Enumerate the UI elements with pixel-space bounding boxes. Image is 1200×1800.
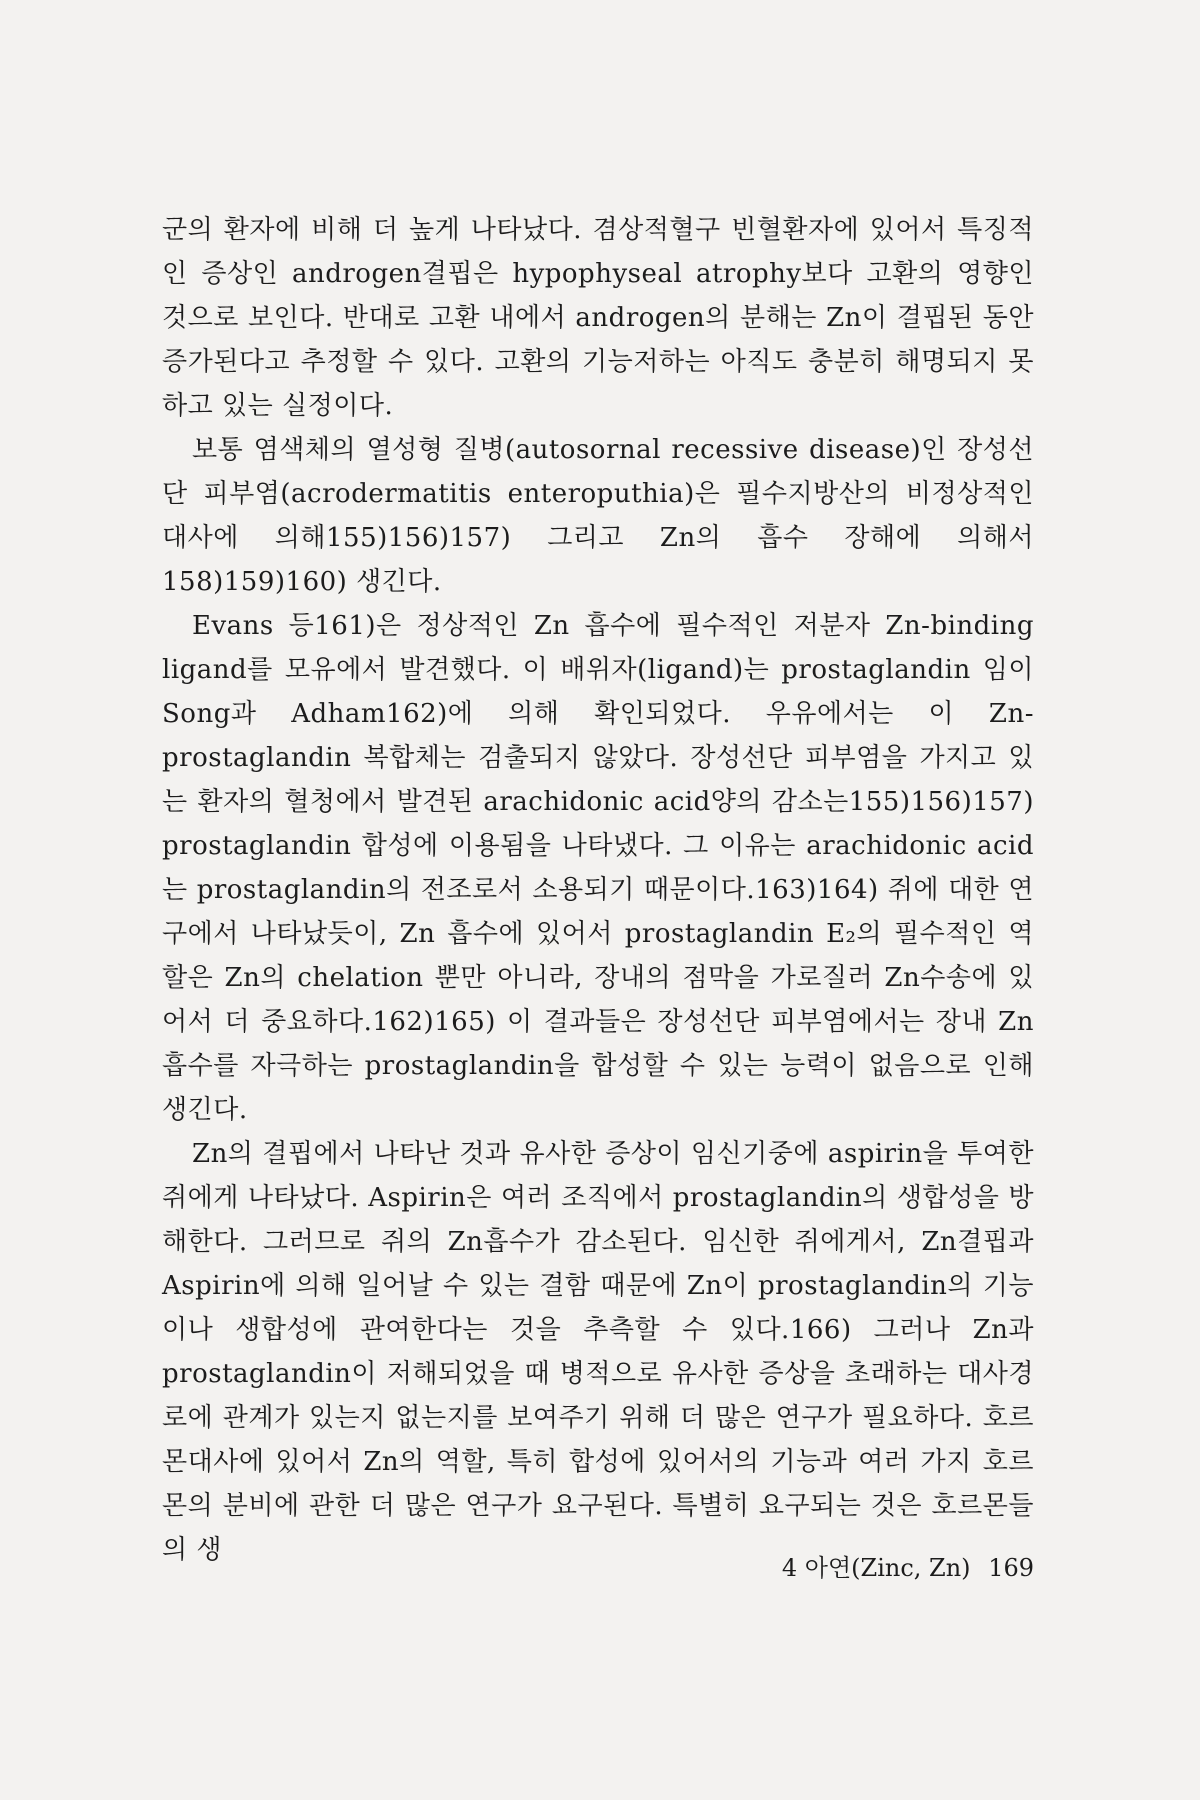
paragraph: Zn의 결핍에서 나타난 것과 유사한 증상이 임신기중에 aspirin을 투여한 쥐에게 나타났다. Aspirin은 여러 조직에서 prostaglandin의 생합성을 방해한다. 그러므로 쥐의 Zn흡수가 감소된다. 임신한 쥐에게서, Zn결핍과 Aspirin에 의해 일어날 수 있는 결함 때문에 Zn이 prostaglandin의 기능이나 생합성에 관여한다는 것을 추측할 수 있다.166) 그러나 Zn과 prostaglandin이 저해되었을 때 병적으로 유사한 증상을 초래하는 대사경로에 관계가 있는지 없는지를 보여주기 위해 더 많은 연구가 필요하다. 호르몬대사에 있어서 Zn의 역할, 특히 합성에 있어서의 기능과 여러 가지 호르몬의 분비에 관한 더 많은 연구가 요구된다. 특별히 요구되는 것은 호르몬들의 생 bbox=[162, 1139, 1034, 1565]
paragraph: Evans 등161)은 정상적인 Zn 흡수에 필수적인 저분자 Zn-binding ligand를 모유에서 발견했다. 이 배위자(ligand)는 prostaglandin 임이 Song과 Adham162)에 의해 확인되었다. 우유에서는 이 Zn-prostaglandin 복합체는 검출되지 않았다. 장성선단 피부염을 가지고 있는 환자의 혈청에서 발견된 arachidonic acid양의 감소는155)156)157) prostaglandin 합성에 이용됨을 나타냈다. 그 이유는 arachidonic acid는 prostaglandin의 전조로서 소용되기 때문이다.163)164) 쥐에 대한 연구에서 나타났듯이, Zn 흡수에 있어서 prostaglandin E₂의 필수적인 역할은 Zn의 chelation 뿐만 아니라, 장내의 점막을 가로질러 Zn수송에 있어서 더 중요하다.162)165) 이 결과들은 장성선단 피부염에서는 장내 Zn 흡수를 자극하는 prostaglandin을 합성할 수 있는 능력이 없음으로 인해 생긴다. bbox=[162, 611, 1034, 1125]
body-text bbox=[162, 208, 1034, 1572]
chapter-title: 4 아연(Zinc, Zn) bbox=[781, 1554, 971, 1582]
paragraph: 보통 염색체의 열성형 질병(autosornal recessive disease)인 장성선단 피부염(acrodermatitis enteroputhia)은 필수지방산의 비정상적인 대사에 의해155)156)157) 그리고 Zn의 흡수 장해에 의해서158)159)160) 생긴다. bbox=[162, 435, 1034, 597]
page-footer bbox=[700, 1548, 1034, 1583]
paragraph: 군의 환자에 비해 더 높게 나타났다. 겸상적혈구 빈혈환자에 있어서 특징적인 증상인 androgen결핍은 hypophyseal atrophy보다 고환의 영향인 것으로 보인다. 반대로 고환 내에서 androgen의 분해는 Zn이 결핍된 동안 증가된다고 추정할 수 있다. 고환의 기능저하는 아직도 충분히 해명되지 못하고 있는 실정이다. bbox=[162, 215, 1034, 421]
page-number: 169 bbox=[988, 1554, 1034, 1582]
